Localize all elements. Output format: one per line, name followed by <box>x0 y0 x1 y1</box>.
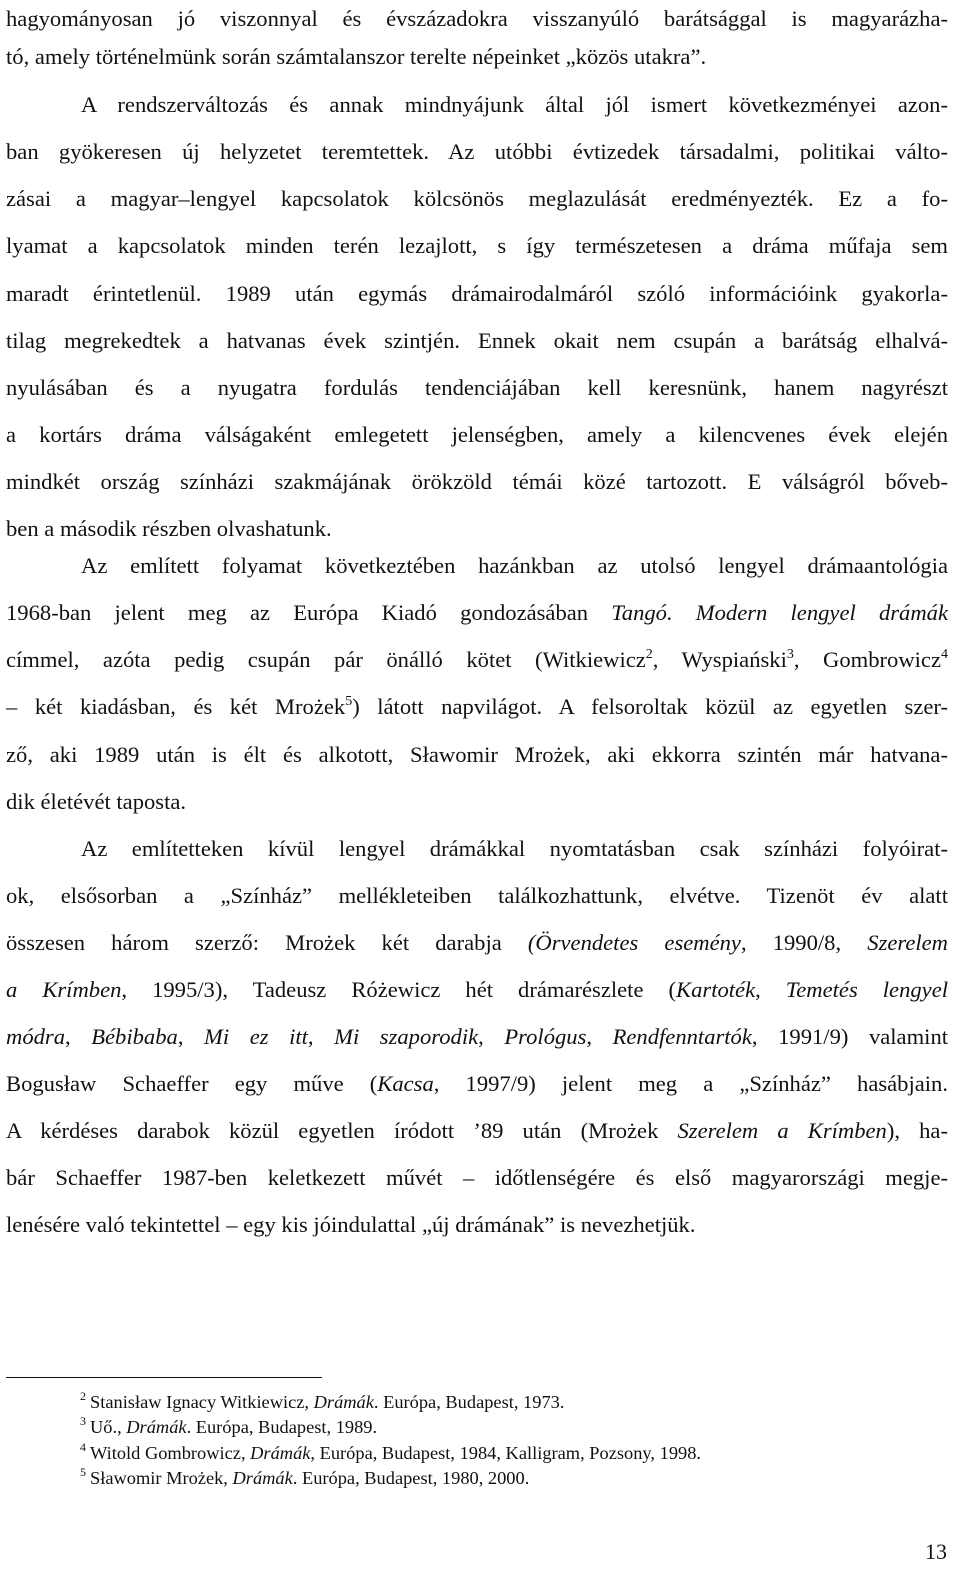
body-line: ben a második részben olvashatunk. <box>6 516 332 541</box>
body-line: tilag megrekedtek a hatvanas évek szintjén. Ennek okait nem csupán a barátság elhalvá- <box>6 328 948 353</box>
body-line: a kortárs dráma válságaként emlegetett jelenségben, amely a kilencvenes évek elején <box>6 422 948 447</box>
body-line: maradt érintetlenül. 1989 után egymás drámairodalmáról szóló információink gyakorla- <box>6 281 948 306</box>
body-line: lyamat a kapcsolatok minden terén lezajlott, s így természetesen a dráma műfaja sem <box>6 233 948 258</box>
body-line: zásai a magyar–lengyel kapcsolatok kölcsönös meglazulását eredményezték. Ez a fo- <box>6 186 948 211</box>
footnote-ref: 4 <box>941 647 948 662</box>
footnote-ref: 2 <box>645 647 653 662</box>
footnote-separator <box>6 1377 322 1378</box>
footnote-ref: 3 <box>786 647 794 662</box>
body-line: Bogusław Schaeffer egy műve (Kacsa, 1997/9) jelent meg a „Színház” hasábjain. <box>6 1071 948 1096</box>
body-line: – két kiadásban, és két Mrożek$^5$) látott napvilágot. A felsoroltak közül az egyetlen szer- <box>6 694 948 719</box>
body-line: a Krímben, 1995/3), Tadeusz Różewicz hét drámarészlete (Kartoték, Temetés lengyel <box>6 977 948 1002</box>
body-line: A rendszerváltozás és annak mindnyájunk által jól ismert következményei azon- <box>81 92 948 117</box>
footnote-ref: 5 <box>345 694 353 709</box>
body-line: összesen három szerző: Mrożek két darabja (Örvendetes esemény, 1990/8, Szerelem <box>6 930 948 955</box>
body-line: dik életévét taposta. <box>6 789 187 814</box>
body-line: Az említetteken kívül lengyel drámákkal nyomtatásban csak színházi folyóirat- <box>81 836 948 861</box>
body-line: ok, elsősorban a „Színház” mellékleteiben találkozhattunk, elvétve. Tizenöt év alatt <box>6 883 948 908</box>
body-line: ző, aki 1989 után is élt és alkotott, Sławomir Mrożek, aki ekkorra szintén már hatvana- <box>6 742 948 767</box>
body-line: nyulásában és a nyugatra fordulás tendenciájában kell keresnünk, hanem nagyrészt <box>6 375 948 400</box>
footnote: $^2$ Stanisław Ignacy Witkiewicz, Drámák. Európa, Budapest, 1973. <box>80 1389 565 1412</box>
body-line: Az említett folyamat következtében hazánkban az utolsó lengyel drámaantológia <box>81 553 948 578</box>
body-line: 1968-ban jelent meg az Európa Kiadó gondozásában Tangó. Modern lengyel drámák <box>6 600 948 625</box>
body-line: lenésére való tekintettel – egy kis jóindulattal „új drámának” is nevezhetjük. <box>6 1212 696 1237</box>
body-line: ban gyökeresen új helyzetet teremtettek. Az utóbbi évtizedek társadalmi, politikai válto- <box>6 139 948 164</box>
footnote: $^3$ Uő., Drámák. Európa, Budapest, 1989. <box>80 1414 378 1437</box>
body-line: módra, Bébibaba, Mi ez itt, Mi szaporodik, Prológus, Rendfenntartók, 1991/9) valamint <box>6 1024 949 1049</box>
footnote: $^4$ Witold Gombrowicz, Drámák, Európa, Budapest, 1984, Kalligram, Pozsony, 1998. <box>80 1440 702 1463</box>
page-number: 13 <box>925 1539 947 1564</box>
body-line: bár Schaeffer 1987-ben keletkezett művét – időtlenségére és első magyarországi megje- <box>6 1165 948 1190</box>
body-line: hagyományosan jó viszonnyal és évszázadokra visszanyúló barátsággal is magyarázha- <box>6 6 948 31</box>
footnote: $^5$ Sławomir Mrożek, Drámák. Európa, Budapest, 1980, 2000. <box>80 1465 530 1488</box>
body-line: A kérdéses darabok közül egyetlen íródott ’89 után (Mrożek Szerelem a Krímben), ha- <box>6 1118 948 1143</box>
body-line: tó, amely történelmünk során számtalanszor terelte népeinket „közös utakra”. <box>6 44 707 69</box>
body-line: mindkét ország színházi szakmájának örökzöld témái közé tartozott. E válságról bőveb- <box>6 469 948 494</box>
body-line: címmel, azóta pedig csupán pár önálló kötet (Witkiewicz$^2$, Wyspiański$^3$, Gombrowicz$^4$ <box>6 647 948 672</box>
